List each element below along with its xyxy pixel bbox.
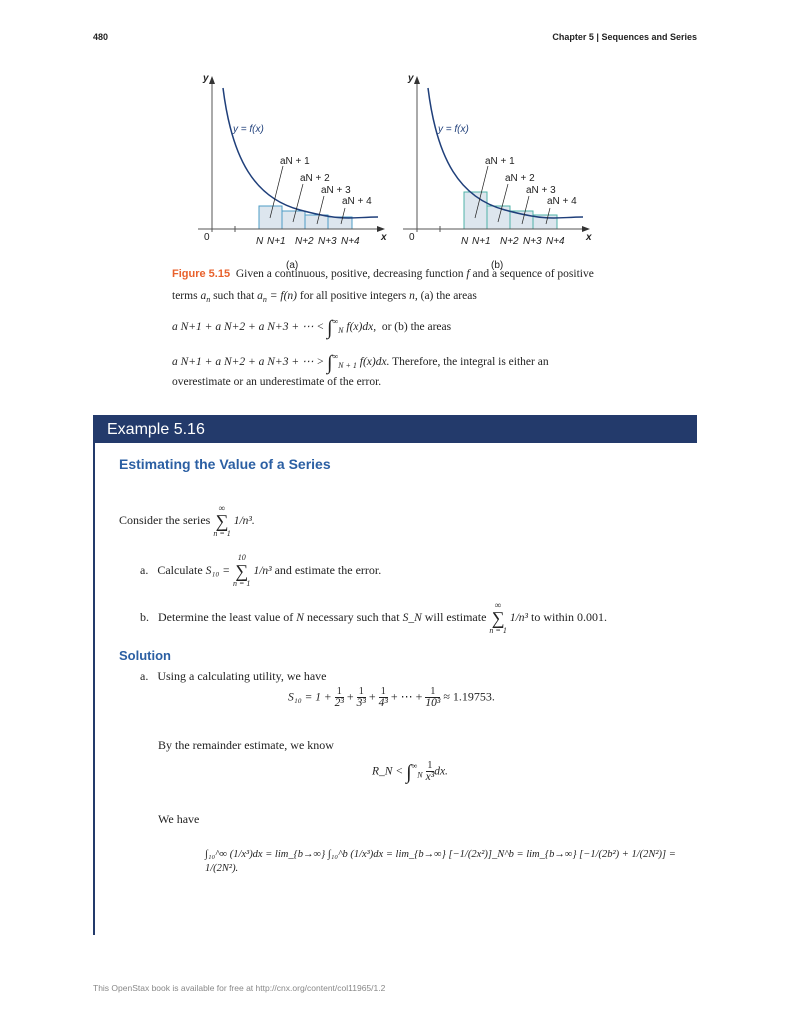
math-a: a [200, 290, 207, 302]
math-term: 1/n³ [253, 564, 272, 577]
term-label: aN + 4 [547, 196, 577, 207]
sigma-icon: ∑ [491, 608, 505, 628]
sum-upper: ∞ [494, 600, 502, 610]
caption-text: or (b) the areas [381, 321, 452, 333]
term-label: aN + 4 [342, 196, 372, 207]
term-label: aN + 1 [280, 156, 310, 167]
x-label: x [586, 232, 592, 243]
panel-a [198, 76, 385, 232]
tick-label: N+1 [267, 236, 286, 247]
text: Consider the series [119, 512, 211, 527]
text: will estimate [424, 609, 487, 624]
list-label: a. [140, 562, 149, 577]
math-sum: a N+1 + a N+2 + a N+3 + ⋯ [172, 356, 314, 368]
rect-b1 [464, 192, 487, 229]
math-eq: = f(n) [269, 290, 298, 302]
text: Calculate [157, 562, 203, 577]
caption-text: for all positive integers [299, 290, 407, 302]
fraction: $\frac{1}{\text{x³}}$ [425, 760, 435, 783]
curve-label: y = f(x) [438, 124, 469, 135]
rect-a4 [328, 217, 352, 229]
tick-label: N+3 [318, 236, 337, 247]
fraction: $\frac{1}{\text{10³}}$ [425, 686, 441, 709]
figure-5-15 [0, 0, 791, 280]
tick-label: N+4 [341, 236, 360, 247]
text: to within [530, 609, 574, 624]
tick-label: N+3 [523, 236, 542, 247]
math-integrand: f(x)dx, [346, 321, 377, 333]
rect-a3 [305, 215, 328, 229]
we-have-text: We have [158, 812, 200, 826]
y-arrow-icon [209, 76, 215, 84]
math-integrand: f(x)dx. [359, 356, 390, 368]
math-f: f [466, 268, 470, 280]
caption-line-2 [172, 290, 477, 304]
math-rn: R_N < [372, 765, 404, 778]
term-label: aN + 2 [300, 173, 330, 184]
caption-text: (a) the areas [420, 290, 477, 302]
y-arrow-icon [414, 76, 420, 84]
caption-line-5: overestimate or an underestimate of the error. [172, 376, 382, 388]
footer: This OpenStax book is available for free at http://cnx.org/content/col11965/1.2 [93, 983, 386, 993]
text: and estimate the error. [274, 562, 382, 577]
y-label: y [408, 73, 414, 84]
caption-text: Therefore, the integral is either an [392, 356, 549, 368]
caption-text: and a sequence of positive [472, 268, 594, 280]
final-equation: ∫₁₀^∞ (1/x³)dx = lim_{b→∞} ∫₁₀^b (1/x³)dx = lim_{b→∞} [−1/(2x²)]_N^b = lim_{b→∞} [−1/(2b²) + 1/(2N²)] = 1/(2N²). [205, 849, 676, 874]
math-term: 1/n³. [233, 514, 255, 527]
solution-a [140, 669, 327, 684]
math-lt: < [316, 321, 325, 333]
caption-text: Given a continuous, positive, decreasing function [235, 268, 464, 280]
example-border [93, 443, 95, 935]
x-label: x [381, 232, 387, 243]
tick-label: N [256, 236, 264, 247]
text: Using a calculating utility, we have [157, 669, 327, 683]
sigma [213, 503, 230, 539]
tick-label: N+2 [295, 236, 314, 247]
curve-label: y = f(x) [233, 124, 264, 135]
remainder-text: By the remainder estimate, we know [158, 738, 334, 752]
math-result: ≈ 1.19753. [443, 689, 495, 704]
math-sub: n [262, 295, 267, 304]
term-label: aN + 1 [485, 156, 515, 167]
sum-lower: n = 1 [233, 579, 251, 588]
remainder-equation: R_N < $\int^\infty_N$ $\frac{1}{\text{x³}}$ dx. [372, 760, 448, 784]
text: necessary such that [306, 609, 400, 624]
figure-label: Figure 5.15 [172, 268, 231, 280]
math-upper: ∞ [332, 317, 339, 326]
sum-upper: 10 [237, 553, 246, 562]
example-heading: Estimating the Value of a Series [119, 456, 331, 472]
tick-label: N [461, 236, 469, 247]
caption-line-4 [172, 352, 549, 375]
math-sub: n [206, 295, 211, 304]
caption-text: such that [213, 290, 255, 302]
tick-label: N+1 [472, 236, 491, 247]
y-label: y [203, 73, 209, 84]
math-term: 1/n³ [509, 611, 528, 624]
integral-sign: ∫ [326, 352, 333, 374]
math-lower: N + 1 [338, 361, 357, 370]
tick-label: N+4 [546, 236, 565, 247]
caption-line-1 [172, 268, 594, 280]
math-tail: dx. [434, 765, 448, 778]
list-label: b. [140, 609, 149, 624]
term-label: aN + 3 [321, 185, 351, 196]
sigma-icon: ∑ [235, 561, 249, 581]
sigma [233, 553, 250, 589]
list-label: a. [140, 669, 149, 683]
math-upper: ∞ [332, 352, 339, 361]
chapter-title: Chapter 5 | Sequences and Series [552, 32, 697, 42]
intro-line [119, 503, 255, 539]
labels-a [202, 73, 387, 271]
term-label: aN + 2 [505, 173, 535, 184]
labels-b [407, 73, 592, 271]
s10-equation: S₁₀ = 1 + $\frac{1}{\text{2³}}$ + $\frac{1}{\text{3³}}$ + $\frac{1}{\text{4³}}$ + ⋯ + $\frac{1}{\text{10³}}$ ≈ 1.19753. [288, 686, 495, 709]
integral-sign: ∫ [406, 761, 412, 784]
fraction: $\frac{1}{\text{4³}}$ [378, 686, 388, 709]
integral-sign: ∫ [326, 317, 333, 339]
sigma [489, 600, 506, 636]
page-number: 480 [93, 32, 109, 42]
math-a: a [257, 290, 263, 302]
text: Determine the least value of [158, 609, 294, 624]
example-banner: Example 5.16 [93, 415, 697, 443]
math-lhs: S₁₀ = 1 + [288, 691, 332, 704]
part-b [140, 600, 607, 636]
rect-b2 [487, 206, 510, 229]
part-a [140, 553, 381, 589]
sum-lower: n = 1 [213, 529, 231, 538]
math-lower: N [338, 326, 344, 335]
caption-text: terms [172, 290, 198, 302]
math-n: N [296, 611, 304, 624]
math-gt: > [316, 356, 325, 368]
origin-label: 0 [409, 232, 415, 243]
panel-label: (a) [286, 260, 299, 271]
panel-label: (b) [491, 260, 504, 271]
tick-label: N+2 [500, 236, 519, 247]
term-label: aN + 3 [526, 185, 556, 196]
math-n: n, [409, 290, 418, 302]
math-sn: S_N [402, 611, 422, 624]
sum-upper: ∞ [218, 503, 226, 513]
rect-a1 [259, 206, 282, 229]
sigma-icon: ∑ [215, 511, 229, 531]
fraction: $\frac{1}{\text{2³}}$ [334, 686, 344, 709]
solution-heading: Solution [119, 648, 171, 663]
origin-label: 0 [204, 232, 210, 243]
fraction: $\frac{1}{\text{3³}}$ [356, 686, 366, 709]
math-sum: a N+1 + a N+2 + a N+3 + ⋯ [172, 321, 314, 333]
sum-lower: n = 1 [489, 626, 507, 635]
value: 0.001. [577, 609, 607, 624]
math-s10: S₁₀ = [205, 564, 231, 577]
caption-line-3 [172, 317, 451, 340]
panel-b [403, 76, 590, 232]
